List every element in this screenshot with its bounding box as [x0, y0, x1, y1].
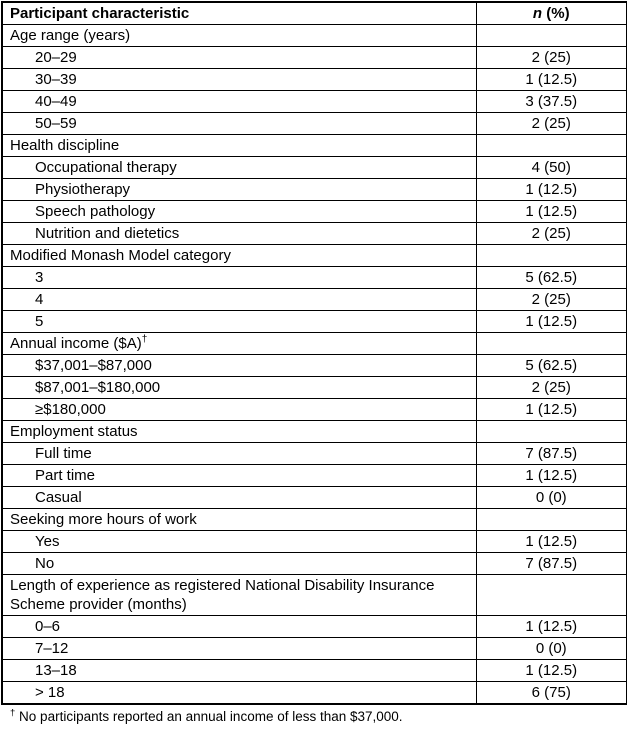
section-value-cell-empty [476, 25, 627, 47]
value-cell: 6 (75) [476, 682, 627, 705]
data-row [2, 443, 627, 465]
value-cell: 1 (12.5) [476, 465, 627, 487]
value-cell: 2 (25) [476, 289, 627, 311]
section-label-cell: Annual income ($A)† [2, 333, 476, 355]
characteristic-cell: 13–18 [2, 660, 476, 682]
value-cell: 2 (25) [476, 113, 627, 135]
data-row [2, 311, 627, 333]
header-n-italic: n [532, 5, 543, 22]
section-label-cell: Modified Monash Model category [2, 245, 476, 267]
characteristic-cell: Yes [2, 531, 476, 553]
participant-characteristics-table [1, 1, 627, 705]
data-row [2, 616, 627, 638]
value-cell: 1 (12.5) [476, 201, 627, 223]
value-cell: 7 (87.5) [476, 553, 627, 575]
characteristic-cell: 40–49 [2, 91, 476, 113]
section-value-cell-empty [476, 135, 627, 157]
data-row [2, 399, 627, 421]
data-row [2, 69, 627, 91]
section-value-cell-empty [476, 333, 627, 355]
characteristic-cell: 3 [2, 267, 476, 289]
header-percent-label: (%) [542, 5, 570, 22]
characteristic-cell: 20–29 [2, 47, 476, 69]
data-row [2, 113, 627, 135]
section-label-cell: Seeking more hours of work [2, 509, 476, 531]
section-dagger-icon: † [141, 334, 148, 345]
footnote-text: No participants reported an annual income of less than $37,000. [15, 709, 403, 724]
data-row [2, 223, 627, 245]
value-cell: 1 (12.5) [476, 179, 627, 201]
data-row [2, 201, 627, 223]
characteristic-cell: $37,001–$87,000 [2, 355, 476, 377]
section-row [2, 421, 627, 443]
value-cell: 1 (12.5) [476, 69, 627, 91]
characteristic-cell: 0–6 [2, 616, 476, 638]
footnote-dagger-icon: † [10, 707, 16, 719]
data-row [2, 531, 627, 553]
characteristic-cell: > 18 [2, 682, 476, 705]
data-row [2, 465, 627, 487]
section-value-cell-empty [476, 245, 627, 267]
data-row [2, 47, 627, 69]
value-cell: 0 (0) [476, 487, 627, 509]
value-cell: 5 (62.5) [476, 355, 627, 377]
value-cell: 3 (37.5) [476, 91, 627, 113]
section-row [2, 575, 627, 616]
value-cell: 0 (0) [476, 638, 627, 660]
section-label-cell: Health discipline [2, 135, 476, 157]
section-row [2, 333, 627, 355]
data-row [2, 638, 627, 660]
characteristic-cell: No [2, 553, 476, 575]
value-cell: 1 (12.5) [476, 660, 627, 682]
value-cell: 7 (87.5) [476, 443, 627, 465]
data-row [2, 487, 627, 509]
data-row [2, 179, 627, 201]
section-value-cell-empty [476, 421, 627, 443]
value-cell: 2 (25) [476, 377, 627, 399]
data-row [2, 553, 627, 575]
section-row [2, 135, 627, 157]
data-row [2, 660, 627, 682]
data-row [2, 267, 627, 289]
header-participant-characteristic: Participant characteristic [2, 2, 476, 25]
table-body [2, 25, 627, 705]
characteristic-cell: Casual [2, 487, 476, 509]
value-cell: 1 (12.5) [476, 311, 627, 333]
data-row [2, 682, 627, 705]
data-row [2, 355, 627, 377]
header-row [2, 2, 627, 25]
characteristic-cell: 5 [2, 311, 476, 333]
data-row [2, 289, 627, 311]
characteristic-cell: 4 [2, 289, 476, 311]
characteristic-cell: Part time [2, 465, 476, 487]
header-n-percent [476, 2, 627, 25]
characteristic-cell: Occupational therapy [2, 157, 476, 179]
characteristic-cell: Physiotherapy [2, 179, 476, 201]
characteristic-cell: $87,001–$180,000 [2, 377, 476, 399]
data-row [2, 377, 627, 399]
characteristic-cell: 50–59 [2, 113, 476, 135]
value-cell: 4 (50) [476, 157, 627, 179]
section-value-cell-empty [476, 575, 627, 616]
section-label-cell: Employment status [2, 421, 476, 443]
section-row [2, 245, 627, 267]
characteristic-cell: ≥$180,000 [2, 399, 476, 421]
characteristic-cell: Speech pathology [2, 201, 476, 223]
value-cell: 2 (25) [476, 47, 627, 69]
value-cell: 1 (12.5) [476, 616, 627, 638]
value-cell: 1 (12.5) [476, 399, 627, 421]
section-row [2, 509, 627, 531]
value-cell: 1 (12.5) [476, 531, 627, 553]
characteristic-cell: Nutrition and dietetics [2, 223, 476, 245]
value-cell: 2 (25) [476, 223, 627, 245]
section-label-cell: Age range (years) [2, 25, 476, 47]
data-row [2, 157, 627, 179]
value-cell: 5 (62.5) [476, 267, 627, 289]
section-label-cell: Length of experience as registered National Disability Insurance Scheme provider (months) [2, 575, 476, 616]
data-row [2, 91, 627, 113]
section-value-cell-empty [476, 509, 627, 531]
characteristic-cell: 7–12 [2, 638, 476, 660]
characteristic-cell: Full time [2, 443, 476, 465]
footnote [10, 708, 626, 725]
section-row [2, 25, 627, 47]
characteristic-cell: 30–39 [2, 69, 476, 91]
